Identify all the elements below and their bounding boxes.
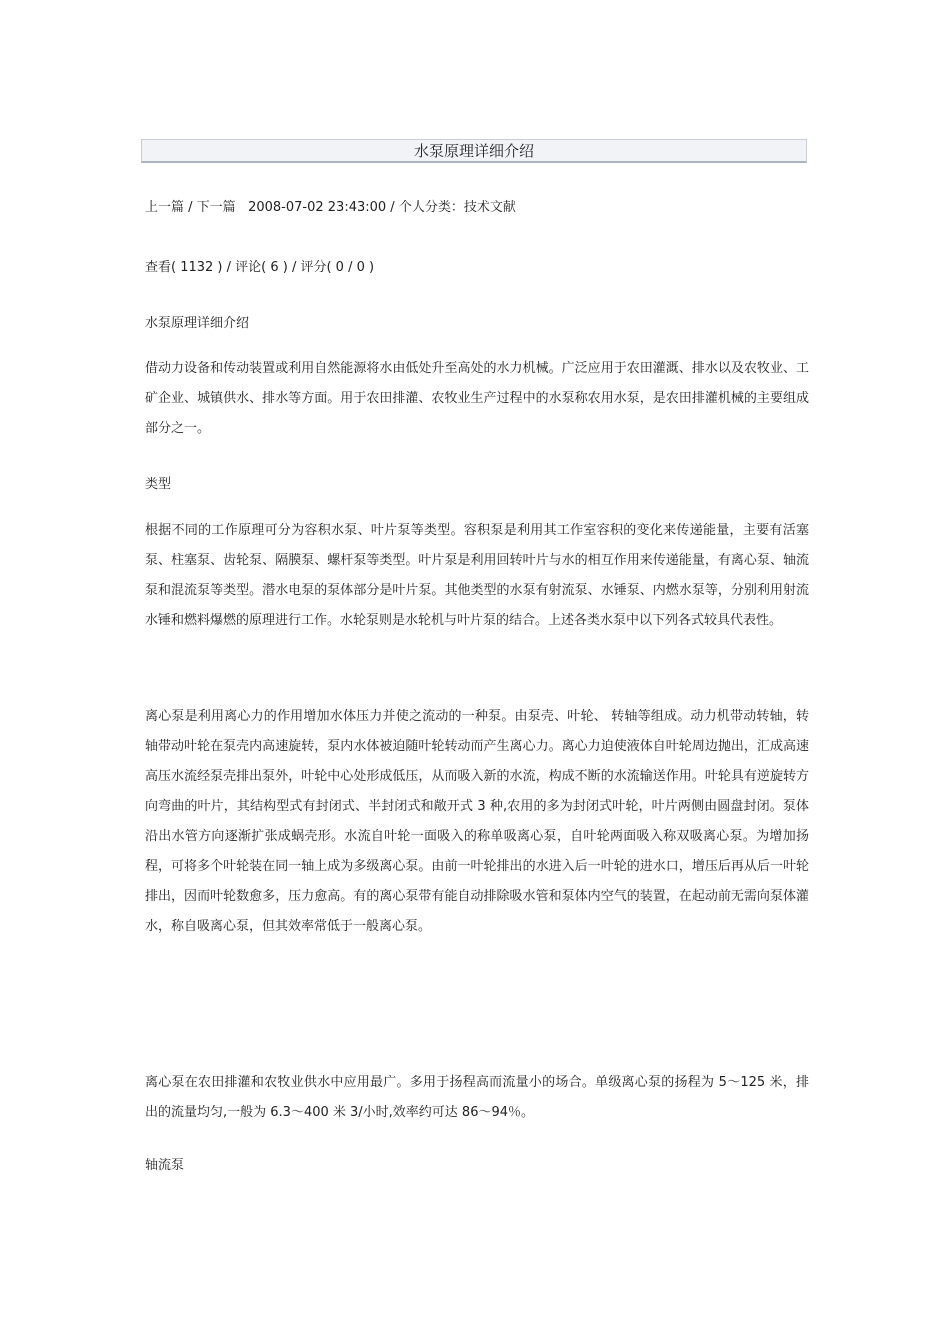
comments-count[interactable]: 评论( 6 ) /	[235, 260, 301, 275]
next-post-link[interactable]: 下一篇	[196, 200, 236, 215]
types-heading: 类型	[145, 477, 172, 492]
intro-paragraph: 借动力设备和传动装置或利用自然能源将水由低处升至高处的水力机械。广泛应用于农田灌溉、排水以及农牧业、工矿企业、城镇供水、排水等方面。用于农田排灌、农牧业生产过程中的水泵称农用水泵，是农田排灌机械的主要组成部分之一。	[145, 361, 809, 436]
post-date: 2008-07-02 23:43:00 /	[248, 200, 399, 215]
article-stats	[145, 259, 374, 277]
centrifugal-usage-paragraph: 离心泵在农田排灌和农牧业供水中应用最广。多用于扬程高而流量小的场合。单级离心泵的扬程为 5～125 米，排出的流量均匀,一般为 6.3～400 米 3/小时,效率约可达 86～94％。	[145, 1075, 809, 1120]
body-heading: 水泵原理详细介绍	[145, 316, 250, 331]
types-paragraph: 根据不同的工作原理可分为容积水泵、叶片泵等类型。容积泵是利用其工作室容积的变化来传递能量，主要有活塞泵、柱塞泵、齿轮泵、隔膜泵、螺杆泵等类型。叶片泵是利用回转叶片与水的相互作用来传递能量，有离心泵、轴流泵和混流泵等类型。潜水电泵的泵体部分是叶片泵。其他类型的水泵有射流泵、水锤泵、内燃水泵等，分别利用射流水锤和燃料爆燃的原理进行工作。水轮泵则是水轮机与叶片泵的结合。上述各类水泵中以下列各式较具代表性。	[145, 523, 809, 628]
axial-pump-heading: 轴流泵	[145, 1158, 185, 1173]
prev-post-link[interactable]: 上一篇	[145, 200, 185, 215]
centrifugal-paragraph: 离心泵是利用离心力的作用增加水体压力并使之流动的一种泵。由泵壳、叶轮、 转轴等组成。动力机带动转轴，转轴带动叶轮在泵壳内高速旋转，泵内水体被迫随叶轮转动而产生离心力。离心力迫使液体自叶轮周边抛出，汇成高速高压水流经泵壳排出泵外，叶轮中心处形成低压，从而吸入新的水流，构成不断的水流输送作用。叶轮具有逆旋转方向弯曲的叶片，其结构型式有封闭式、半封闭式和敞开式 3 种,农用的多为封闭式叶轮，叶片两侧由圆盘封闭。泵体沿出水管方向逐渐扩张成蜗壳形。水流自叶轮一面吸入的称单吸离心泵，自叶轮两面吸入称双吸离心泵。为增加扬程，可将多个叶轮装在同一轴上成为多级离心泵。由前一叶轮排出的水进入后一叶轮的进水口，增压后再从后一叶轮排出，因而叶轮数愈多，压力愈高。有的离心泵带有能自动排除吸水管和泵体内空气的装置，在起动前无需向泵体灌水，称自吸离心泵，但其效率常低于一般离心泵。	[145, 709, 809, 934]
article-nav-meta	[145, 199, 516, 217]
category-link[interactable]: 技术文献	[463, 200, 516, 215]
article-title-bar	[141, 139, 807, 163]
category-label: 个人分类：	[398, 200, 464, 215]
views-count[interactable]: 查看( 1132 ) /	[145, 260, 236, 275]
article-title: 水泵原理详细介绍	[413, 142, 534, 160]
rating-count[interactable]: 评分( 0 / 0 )	[300, 260, 375, 275]
nav-separator: /	[184, 200, 197, 215]
